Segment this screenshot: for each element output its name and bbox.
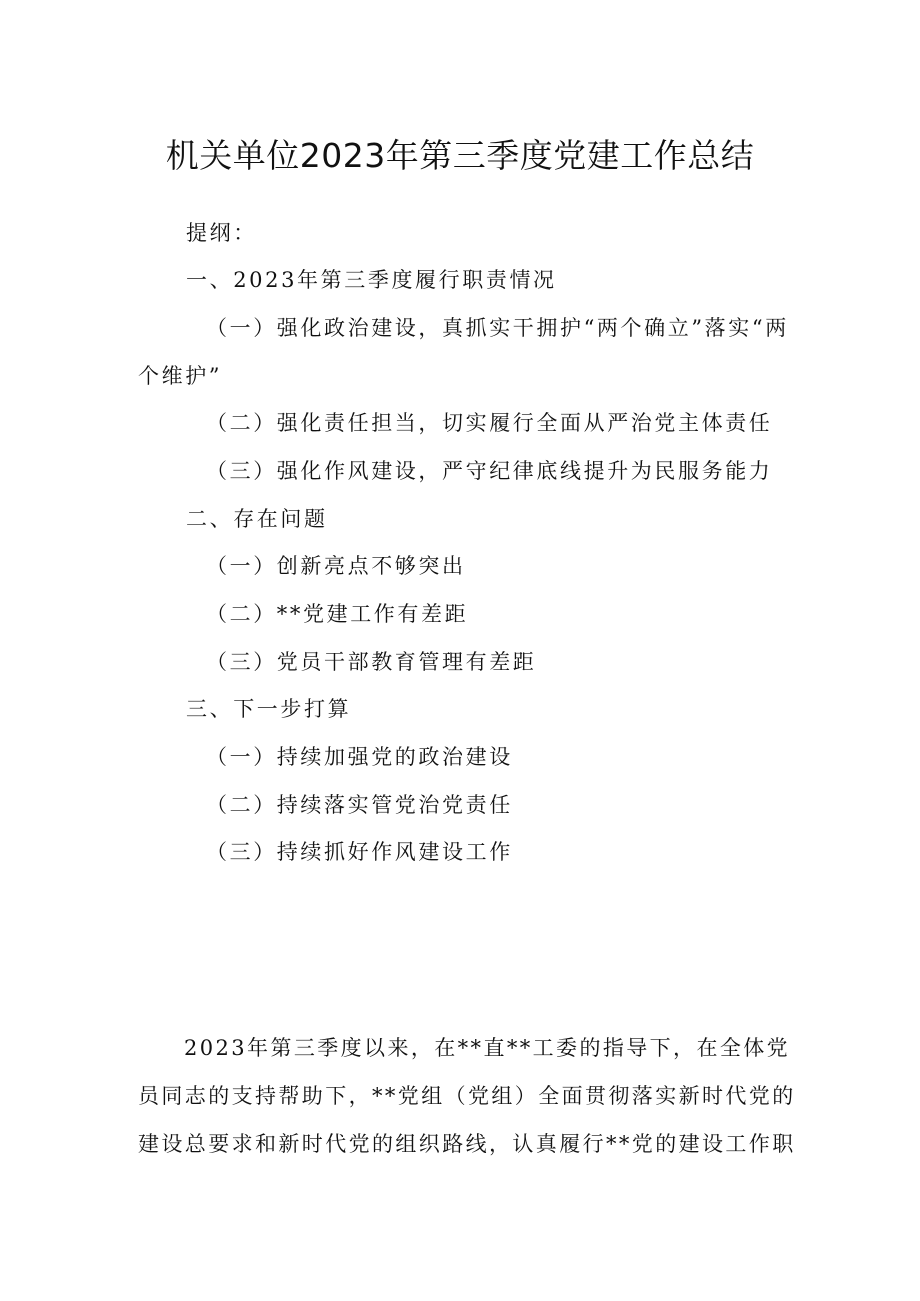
outline-item-3-2: （二）持续落实管党治党责任 bbox=[206, 793, 513, 817]
outline-item-2-3: （三）党员干部教育管理有差距 bbox=[206, 650, 537, 674]
body-paragraph-line-1: 2023年第三季度以来，在**直**工委的指导下，在全体党 bbox=[184, 1036, 791, 1060]
outline-heading-3: 三、下一步打算 bbox=[186, 697, 352, 721]
outline-item-1-1-cont: 个维护” bbox=[138, 364, 223, 388]
outline-item-2-2: （二）**党建工作有差距 bbox=[206, 602, 469, 626]
outline-item-3-1: （一）持续加强党的政治建设 bbox=[206, 745, 513, 769]
body-paragraph-line-2: 员同志的支持帮助下，**党组（党组）全面贯彻落实新时代党的 bbox=[138, 1084, 796, 1108]
outline-label: 提纲： bbox=[186, 221, 257, 245]
outline-heading-2: 二、存在问题 bbox=[186, 507, 328, 531]
outline-item-1-2: （二）强化责任担当，切实履行全面从严治党主体责任 bbox=[206, 411, 773, 435]
outline-item-3-3: （三）持续抓好作风建设工作 bbox=[206, 840, 513, 864]
body-paragraph-line-3: 建设总要求和新时代党的组织路线，认真履行**党的建设工作职 bbox=[138, 1132, 796, 1156]
outline-item-1-1: （一）强化政治建设，真抓实干拥护“两个确立”落实“两 bbox=[206, 316, 789, 340]
outline-heading-1: 一、2023年第三季度履行职责情况 bbox=[186, 268, 557, 292]
outline-item-2-1: （一）创新亮点不够突出 bbox=[206, 554, 466, 578]
document-title: 机关单位2023年第三季度党建工作总结 bbox=[165, 136, 755, 175]
outline-item-1-3: （三）强化作风建设，严守纪律底线提升为民服务能力 bbox=[206, 459, 773, 483]
